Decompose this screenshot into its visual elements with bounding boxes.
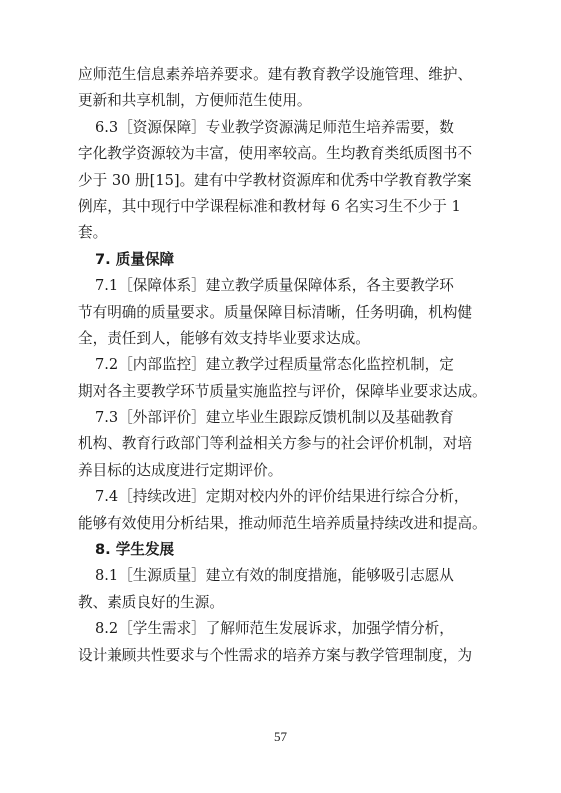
section-6-3-line: 6.3［资源保障］专业教学资源满足师范生培养需要，数 (95, 118, 454, 136)
document-body (78, 62, 498, 669)
body-line: 套。 (78, 224, 108, 242)
body-line: 养目标的达成度进行定期评价。 (78, 461, 283, 479)
body-line: 字化教学资源较为丰富，使用率较高。生均教育类纸质图书不 (78, 145, 473, 163)
body-line: 设计兼顾共性要求与个性需求的培养方案与教学管理制度，为 (78, 646, 473, 664)
section-7-1-line: 7.1［保障体系］建立教学质量保障体系，各主要教学环 (95, 277, 454, 295)
body-line: 能够有效使用分析结果，推动师范生培养质量持续改进和提高。 (78, 514, 487, 532)
heading-quality-assurance: 7. 质量保障 (95, 250, 175, 268)
body-line: 少于 30 册[15]。建有中学教材资源库和优秀中学教育教学案 (78, 171, 472, 189)
section-7-3-line: 7.3［外部评价］建立毕业生跟踪反馈机制以及基础教育 (95, 409, 454, 427)
body-line: 教、素质良好的生源。 (78, 593, 224, 611)
body-line: 应师范生信息素养培养要求。建有教育教学设施管理、维护、 (78, 66, 473, 83)
body-line: 期对各主要教学环节质量实施监控与评价，保障毕业要求达成。 (78, 382, 487, 400)
section-7-4-line: 7.4［持续改进］定期对校内外的评价结果进行综合分析， (95, 488, 469, 506)
heading-student-development: 8. 学生发展 (95, 541, 175, 559)
body-line: 全，责任到人，能够有效支持毕业要求达成。 (78, 329, 370, 347)
section-7-2-line: 7.2［内部监控］建立教学过程质量常态化监控机制，定 (95, 356, 454, 374)
section-8-2-line: 8.2［学生需求］了解师范生发展诉求，加强学情分析， (95, 620, 454, 638)
body-line: 例库，其中现行中学课程标准和教材每 6 名实习生不少于 1 (78, 197, 461, 215)
body-line: 更新和共享机制，方便师范生使用。 (78, 92, 312, 110)
body-line: 节有明确的质量要求。质量保障目标清晰，任务明确，机构健 (78, 303, 473, 321)
page-number: 57 (274, 729, 287, 744)
section-8-1-line: 8.1［生源质量］建立有效的制度措施，能够吸引志愿从 (95, 567, 454, 585)
body-line: 机构、教育行政部门等利益相关方参与的社会评价机制，对培 (78, 435, 473, 453)
